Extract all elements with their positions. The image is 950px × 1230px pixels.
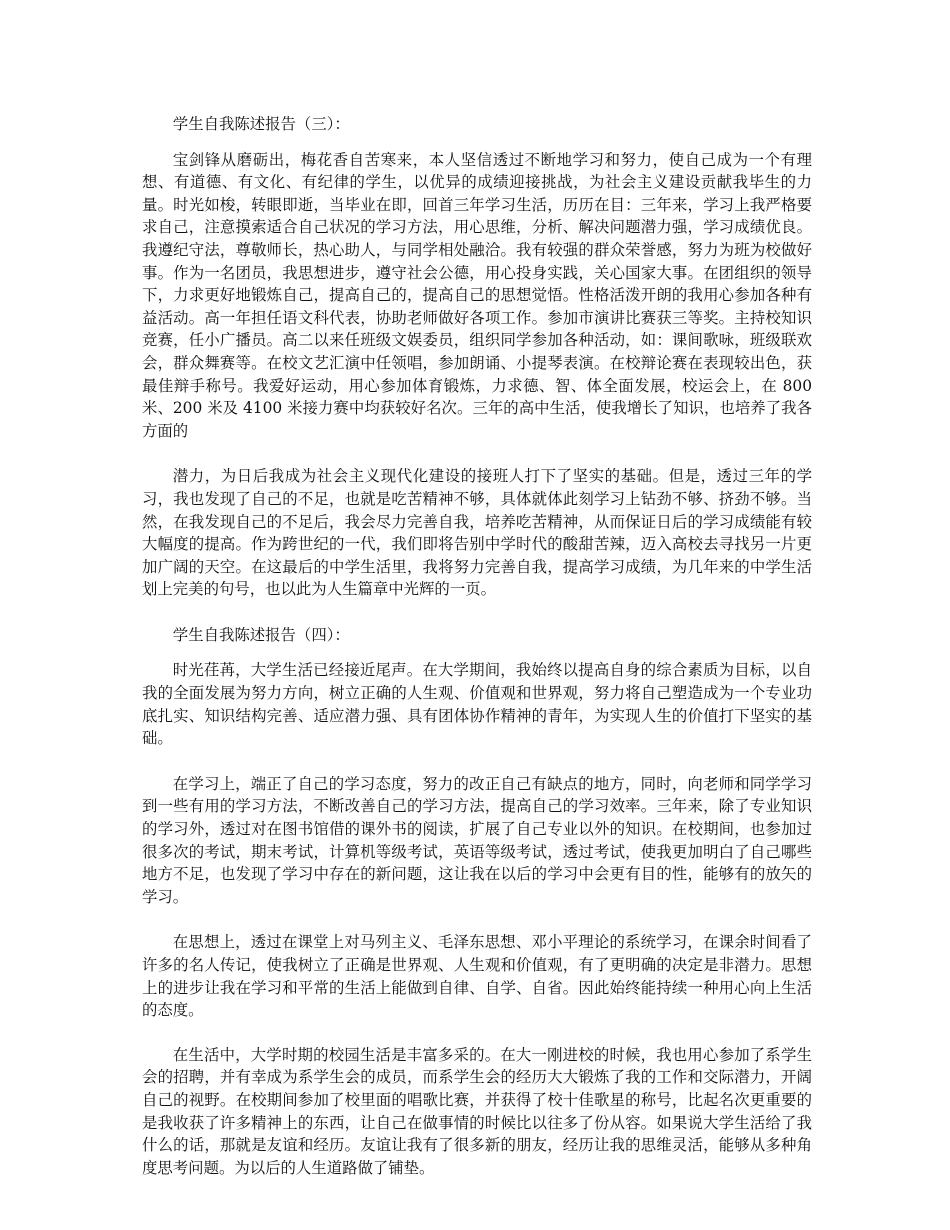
- section-4-paragraph-3: 在思想上，透过在课堂上对马列主义、毛泽东思想、邓小平理论的系统学习，在课余时间看了许多的名人传记，使我树立了正确是世界观、人生观和价值观，有了更明确的决定是非潜力。思想上的进步让我在学习和平常的生活上能做到自律、自学、自省。因此始终能持续一种用心向上生活的态度。: [142, 933, 812, 1020]
- section-3-heading: 学生自我陈述报告（三）：: [172, 115, 350, 133]
- section-4-paragraph-4: 在生活中，大学时期的校园生活是丰富多采的。在大一刚进校的时候，我也用心参加了系学生会的招聘，并有幸成为系学生会的成员，而系学生会的经历大大锻炼了我的工作和交际潜力，开阔自己的视野。在校期间参加了校里面的唱歌比赛，并获得了校十佳歌星的称号，比起名次更重要的是我收获了许多精神上的东西，让自己在做事情的时候比以往多了份从容。如果说大学生活给了我什么的话，那就是友谊和经历。友谊让我有了很多新的朋友，经历让我的思维灵活，能够从多种角度思考问题。为以后的人生道路做了铺垫。: [142, 1045, 812, 1177]
- section-4-paragraph-2: 在学习上，端正了自己的学习态度，努力的改正自己有缺点的地方，同时，向老师和同学学习到一些有用的学习方法，不断改善自己的学习方法，提高自己的学习效率。三年来，除了专业知识的学习外，透过对在图书馆借的课外书的阅读，扩展了自己专业以外的知识。在校期间，也参加过很多次的考试，期末考试，计算机等级考试，英语等级考试，透过考试，使我更加明白了自己哪些地方不足，也发现了学习中存在的新问题，这让我在以后的学习中会更有目的性，能够有的放矢的学习。: [142, 774, 812, 906]
- document-page: [142, 113, 812, 1201]
- section-4-heading: 学生自我陈述报告（四）：: [172, 625, 350, 644]
- section-4-paragraph-1: 时光荏苒，大学生活已经接近尾声。在大学期间，我始终以提高自身的综合素质为目标，以自我的全面发展为努力方向，树立正确的人生观、价值观和世界观，努力将自己塑造成为一个专业功底扎实、知识结构完善、适应潜力强、具有团体协作精神的青年，为实现人生的价值打下坚实的基础。: [142, 661, 812, 748]
- section-3-paragraph-2: 潜力，为日后我成为社会主义现代化建设的接班人打下了坚实的基础。但是，透过三年的学习，我也发现了自己的不足，也就是吃苦精神不够，具体就体此刻学习上钻劲不够、挤劲不够。当然，在我发现自己的不足后，我会尽力完善自我，培养吃苦精神，从而保证日后的学习成绩能有较大幅度的提高。作为跨世纪的一代，我们即将告别中学时代的酸甜苦辣，迈入高校去寻找另一片更加广阔的天空。在这最后的中学生活里，我将努力完善自我，提高学习成绩，为几年来的中学生活划上完美的句号，也以此为人生篇章中光辉的一页。: [142, 467, 812, 599]
- section-3-paragraph-1: 宝剑锋从磨砺出，梅花香自苦寒来，本人坚信透过不断地学习和努力，使自己成为一个有理想、有道德、有文化、有纪律的学生，以优异的成绩迎接挑战，为社会主义建设贡献我毕生的力量。时光如梭，转眼即逝，当毕业在即，回首三年学习生活，历历在目：三年来，学习上我严格要求自己，注意摸索适合自己状况的学习方法，用心思维，分析、解决问题潜力强，学习成绩优良。我遵纪守法，尊敬师长，热心助人，与同学相处融洽。我有较强的群众荣誉感，努力为班为校做好事。作为一名团员，我思想进步，遵守社会公德，用心投身实践，关心国家大事。在团组织的领导下，力求更好地锻炼自己，提高自己的，提高自己的思想觉悟。性格活泼开朗的我用心参加各种有益活动。高一年担任语文科代表，协助老师做好各项工作。参加市演讲比赛获三等奖。主持校知识竞赛，任小广播员。高二以来任班级文娱委员，组织同学参加各种活动，如：课间歌咏，班级联欢会，群众舞赛等。在校文艺汇演中任领唱，参加朗诵、小提琴表演。在校辩论赛在表现较出色，获最佳辩手称号。我爱好运动，用心参加体育锻炼，力求德、智、体全面发展，校运会上，在 800 米、200 米及 4100 米接力赛中均获较好名次。三年的高中生活，使我增长了知识，也培养了我各方面的: [142, 150, 812, 440]
